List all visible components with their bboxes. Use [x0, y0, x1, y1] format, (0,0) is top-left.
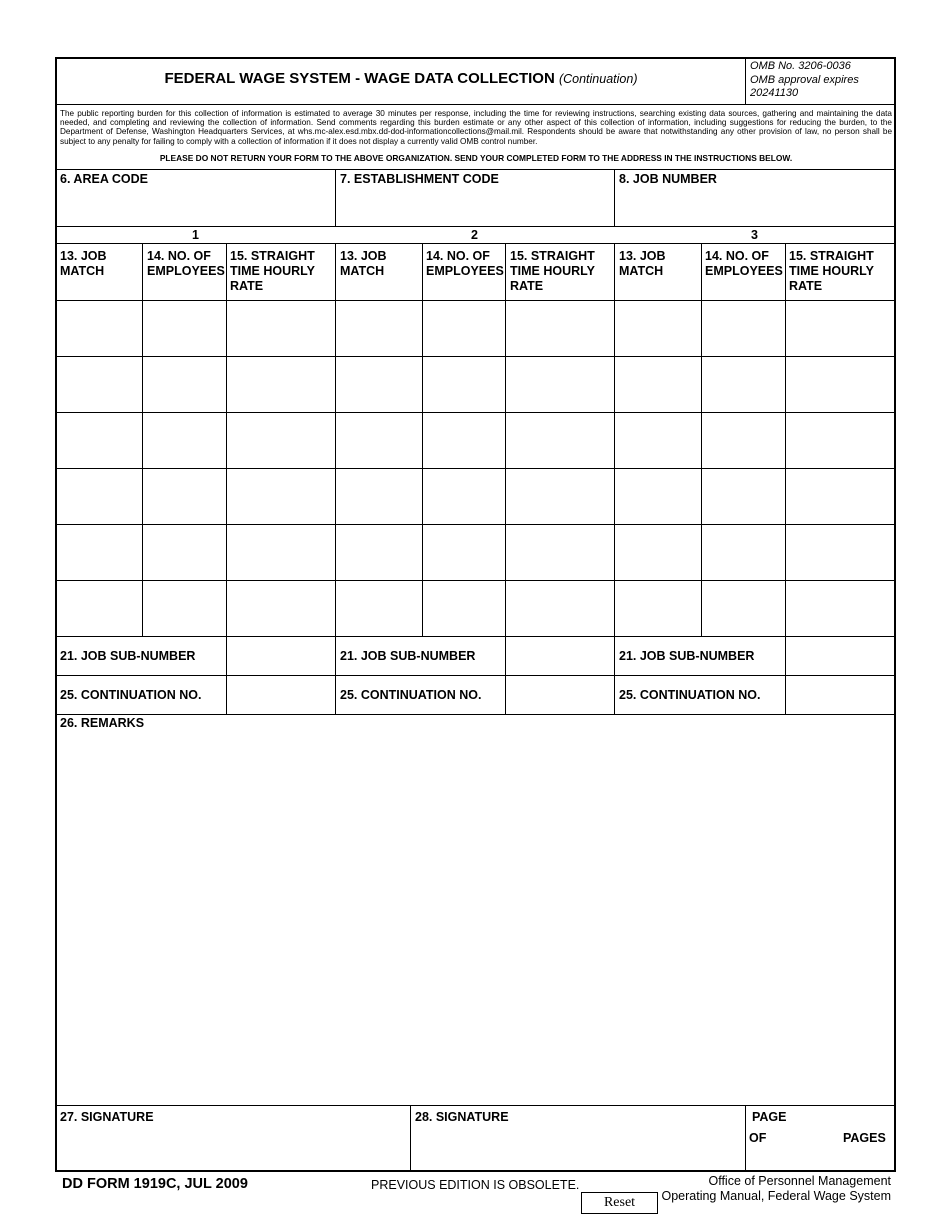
job-number-input[interactable]: [615, 188, 894, 225]
group-1-continuation-label: 25. CONTINUATION NO.: [60, 688, 202, 702]
group-2-continuation-label: 25. CONTINUATION NO.: [340, 688, 482, 702]
group-1-hourly-rate-row-4-input[interactable]: [227, 469, 335, 523]
group-1-job-match-row-1-input[interactable]: [57, 301, 142, 355]
signature-28-label: 28. SIGNATURE: [415, 1110, 509, 1124]
group-1-job-match-row-4-input[interactable]: [57, 469, 142, 523]
group-3-job-match-header: 13. JOB MATCH: [619, 249, 666, 278]
opm-label: Office of Personnel Management: [708, 1174, 891, 1188]
group-3-rate-header: 15. STRAIGHT TIME HOURLY RATE: [789, 249, 874, 293]
area-code-label: 6. AREA CODE: [60, 172, 148, 186]
group-3-hourly-rate-row-2-input[interactable]: [786, 357, 894, 411]
area-code-input[interactable]: [57, 188, 334, 225]
group-2-job-match-row-2-input[interactable]: [336, 357, 422, 411]
burden-statement: The public reporting burden for this collection of information is estimated to average 30 minutes per response, including the time for reviewing instructions, searching existing data sources, gathering and maintaining the data needed, and completing and reviewing the collection of information. Send comments regarding this burden estimate or any other aspect of this collection of information, including suggestions for reducing the burden, to the Department of Defense, Washington Headquarters Services, at whs.mc-alex.esd.mbx.dd-dod-informationcollections@mail.mil. Respondents should be aware that notwithstanding any other provision of law, no person shall be subject to any penalty for failing to comply with a collection of information if it does not display a currently valid OMB control number.: [60, 109, 892, 146]
group-3-job-match-row-4-input[interactable]: [615, 469, 701, 523]
group-3-employees-row-5-input[interactable]: [702, 525, 785, 579]
group-2-hourly-rate-row-3-input[interactable]: [506, 413, 614, 467]
group-3-job-match-row-6-input[interactable]: [615, 581, 701, 635]
group-2-job-match-row-5-input[interactable]: [336, 525, 422, 579]
group-3-hourly-rate-row-5-input[interactable]: [786, 525, 894, 579]
group-3-continuation-label: 25. CONTINUATION NO.: [619, 688, 761, 702]
group-2-hourly-rate-row-1-input[interactable]: [506, 301, 614, 355]
group-3-hourly-rate-row-6-input[interactable]: [786, 581, 894, 635]
group-2-job-match-header: 13. JOB MATCH: [340, 249, 387, 278]
group-2-hourly-rate-row-5-input[interactable]: [506, 525, 614, 579]
group-1-employees-header: 14. NO. OF EMPLOYEES: [147, 249, 225, 278]
form-title: FEDERAL WAGE SYSTEM - WAGE DATA COLLECTION (Continuation): [164, 70, 638, 87]
omb-info: [750, 60, 859, 101]
group-1-employees-row-6-input[interactable]: [143, 581, 226, 635]
group-2-employees-row-6-input[interactable]: [423, 581, 505, 635]
group-1-hourly-rate-row-6-input[interactable]: [227, 581, 335, 635]
group-1-rate-header: 15. STRAIGHT TIME HOURLY RATE: [230, 249, 315, 293]
group-2-job-sub-number-label: 21. JOB SUB-NUMBER: [340, 649, 476, 663]
remarks-label: 26. REMARKS: [60, 716, 145, 730]
page-label: PAGE: [752, 1110, 787, 1124]
signature-27-label: 27. SIGNATURE: [60, 1110, 154, 1124]
group-3-employees-header: 14. NO. OF EMPLOYEES: [705, 249, 783, 278]
group-1-job-match-row-3-input[interactable]: [57, 413, 142, 467]
group-2-job-match-row-6-input[interactable]: [336, 581, 422, 635]
group-2-employees-row-1-input[interactable]: [423, 301, 505, 355]
group-1-continuation-input[interactable]: [227, 676, 334, 714]
group-2-employees-row-5-input[interactable]: [423, 525, 505, 579]
page-total-input[interactable]: [770, 1128, 840, 1147]
establishment-code-input[interactable]: [336, 188, 613, 225]
group-3-job-match-row-1-input[interactable]: [615, 301, 701, 355]
group-1-hourly-rate-row-3-input[interactable]: [227, 413, 335, 467]
group-1-number: 1: [192, 228, 199, 242]
group-3-number: 3: [751, 228, 758, 242]
group-2-job-match-row-3-input[interactable]: [336, 413, 422, 467]
group-3-continuation-input[interactable]: [786, 676, 894, 714]
previous-edition-notice: PREVIOUS EDITION IS OBSOLETE.: [371, 1178, 580, 1192]
group-1-job-sub-number-label: 21. JOB SUB-NUMBER: [60, 649, 196, 663]
group-2-employees-header: 14. NO. OF EMPLOYEES: [426, 249, 504, 278]
group-3-hourly-rate-row-4-input[interactable]: [786, 469, 894, 523]
group-2-hourly-rate-row-2-input[interactable]: [506, 357, 614, 411]
group-2-employees-row-3-input[interactable]: [423, 413, 505, 467]
establishment-code-label: 7. ESTABLISHMENT CODE: [340, 172, 499, 186]
group-2-rate-header: 15. STRAIGHT TIME HOURLY RATE: [510, 249, 595, 293]
group-3-job-match-row-2-input[interactable]: [615, 357, 701, 411]
group-3-employees-row-6-input[interactable]: [702, 581, 785, 635]
group-3-employees-row-2-input[interactable]: [702, 357, 785, 411]
group-3-employees-row-4-input[interactable]: [702, 469, 785, 523]
omb-expires-label: OMB approval expires: [750, 73, 859, 86]
group-1-job-match-row-5-input[interactable]: [57, 525, 142, 579]
group-1-employees-row-5-input[interactable]: [143, 525, 226, 579]
reset-button[interactable]: Reset: [581, 1192, 658, 1214]
group-2-hourly-rate-row-4-input[interactable]: [506, 469, 614, 523]
group-1-job-sub-number-input[interactable]: [227, 637, 334, 675]
operating-manual-label: Operating Manual, Federal Wage System: [661, 1189, 891, 1203]
group-2-job-sub-number-input[interactable]: [506, 637, 613, 675]
group-2-job-match-row-1-input[interactable]: [336, 301, 422, 355]
group-3-job-sub-number-label: 21. JOB SUB-NUMBER: [619, 649, 755, 663]
group-1-employees-row-3-input[interactable]: [143, 413, 226, 467]
group-3-hourly-rate-row-1-input[interactable]: [786, 301, 894, 355]
signature-28-input[interactable]: [411, 1126, 744, 1170]
group-1-job-match-header: 13. JOB MATCH: [60, 249, 107, 278]
group-1-hourly-rate-row-5-input[interactable]: [227, 525, 335, 579]
group-2-employees-row-4-input[interactable]: [423, 469, 505, 523]
group-3-hourly-rate-row-3-input[interactable]: [786, 413, 894, 467]
group-3-job-sub-number-input[interactable]: [786, 637, 894, 675]
group-2-job-match-row-4-input[interactable]: [336, 469, 422, 523]
group-1-hourly-rate-row-1-input[interactable]: [227, 301, 335, 355]
group-3-job-match-row-5-input[interactable]: [615, 525, 701, 579]
group-1-hourly-rate-row-2-input[interactable]: [227, 357, 335, 411]
form-id: DD FORM 1919C, JUL 2009: [62, 1176, 248, 1192]
group-3-employees-row-3-input[interactable]: [702, 413, 785, 467]
group-1-employees-row-2-input[interactable]: [143, 357, 226, 411]
group-3-job-match-row-3-input[interactable]: [615, 413, 701, 467]
of-label: OF: [749, 1131, 767, 1145]
group-2-hourly-rate-row-6-input[interactable]: [506, 581, 614, 635]
group-1-job-match-row-2-input[interactable]: [57, 357, 142, 411]
group-1-employees-row-4-input[interactable]: [143, 469, 226, 523]
group-2-number: 2: [471, 228, 478, 242]
group-1-job-match-row-6-input[interactable]: [57, 581, 142, 635]
signature-27-input[interactable]: [57, 1126, 409, 1170]
omb-expires-date: 20241130: [750, 87, 799, 99]
page-number-input[interactable]: [795, 1107, 892, 1126]
pages-label: PAGES: [843, 1131, 886, 1145]
remarks-input[interactable]: [57, 733, 894, 1104]
job-number-label: 8. JOB NUMBER: [619, 172, 717, 186]
group-2-employees-row-2-input[interactable]: [423, 357, 505, 411]
omb-number: OMB No. 3206-0036: [750, 60, 851, 72]
group-2-continuation-input[interactable]: [506, 676, 613, 714]
group-1-employees-row-1-input[interactable]: [143, 301, 226, 355]
return-notice: PLEASE DO NOT RETURN YOUR FORM TO THE ABOVE ORGANIZATION. SEND YOUR COMPLETED FORM TO THE ADDRESS IN THE INSTRUCTIONS BELOW.: [159, 153, 793, 163]
group-3-employees-row-1-input[interactable]: [702, 301, 785, 355]
